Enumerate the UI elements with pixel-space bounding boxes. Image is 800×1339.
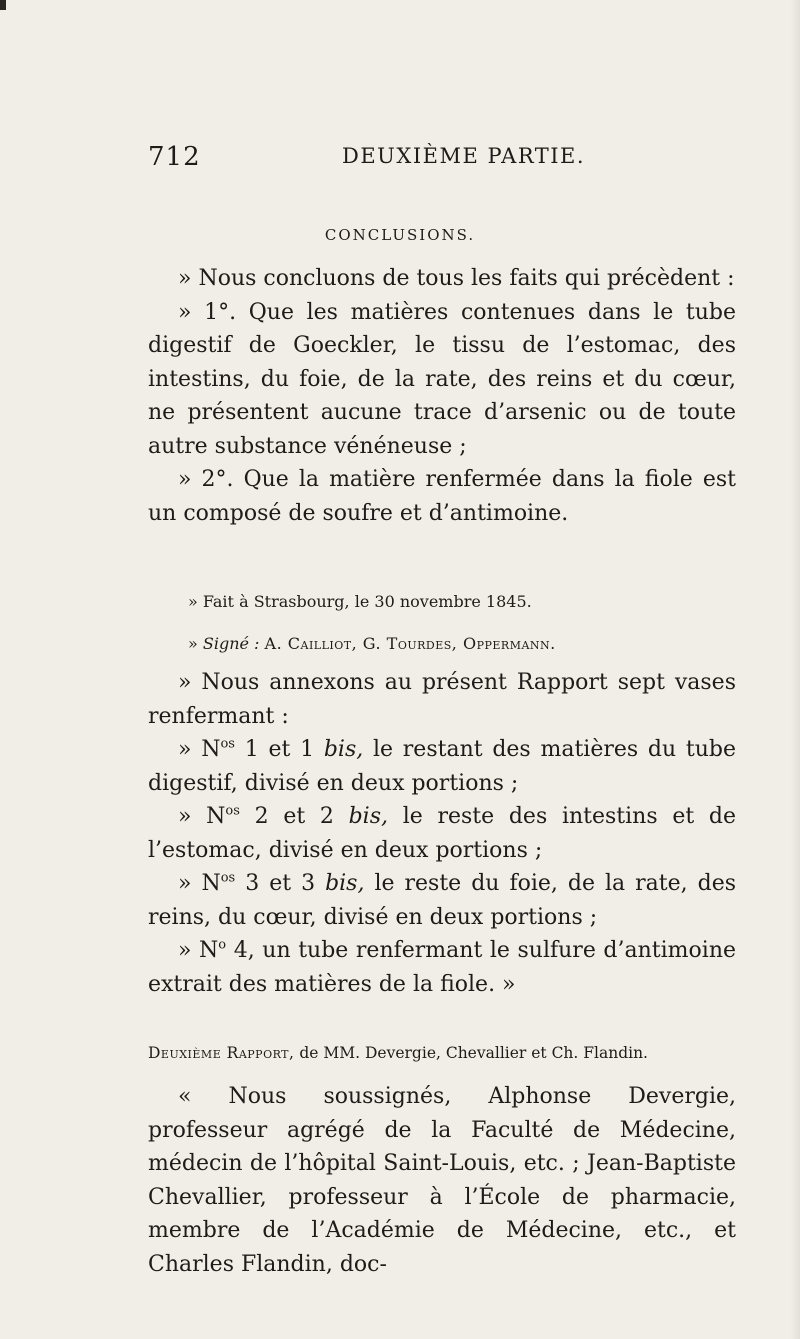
annex-intro: » Nous annexons au présent Rapport sept vases renfermant : [148, 670, 736, 729]
second-report-heading: Deuxième Rapport, de MM. Devergie, Chevallier et Ch. Flandin. [148, 1044, 648, 1062]
annex-item: » $N^{os}$ 2 et 2 bis, le reste des intestins et de l’estomac, divisé en deux portions ; [148, 803, 737, 863]
conclusions-block [148, 262, 736, 530]
annex-item: » $N^{os}$ 1 et 1 bis, le restant des matières du tube digestif, divisé en deux portions ; [148, 736, 737, 796]
annex-item: » $N^o$ 4, un tube renfermant le sulfure d’antimoine extrait des matières de la fiole. » [148, 937, 737, 997]
annex-item: » $N^{os}$ 3 et 3 bis, le reste du foie, de la rate, des reins, du cœur, divisé en deux portions ; [148, 870, 737, 930]
conclusions-intro: » Nous concluons de tous les faits qui précèdent : [178, 266, 735, 291]
page-number: 712 [148, 142, 201, 172]
page-header [148, 140, 748, 180]
conclusion-point-1: » 1°. Que les matières contenues dans le tube digestif de Goeckler, le tissu de l’estomac, des intestins, du foie, de la rate, des reins et du cœur, ne présentent aucune trace d’arsenic ou de toute autre substance vénéneuse ; [148, 299, 736, 459]
annex-block [148, 666, 736, 1001]
conclusion-point-2: » 2°. Que la matière renfermée dans la fiole est un composé de soufre et d’antimoine. [148, 467, 736, 526]
second-report-block [148, 1042, 736, 1281]
page-edge-mark [0, 0, 6, 10]
signatories: A. Cailliot, G. Tourdes, Oppermann. [264, 634, 556, 653]
second-report-text: « Nous soussignés, Alphonse Devergie, professeur agrégé de la Faculté de Médecine, médecin de l’hôpital Saint-Louis, etc. ; Jean-Baptiste Chevallier, professeur à l’École de pharmacie, membre de l’Académie de Médecine, etc., et Charles Flandin, doc- [148, 1084, 736, 1277]
signed-prefix: » [188, 634, 203, 653]
section-title: CONCLUSIONS. [324, 226, 476, 244]
page-gutter-shadow [790, 0, 800, 1339]
signed-line [148, 633, 736, 655]
place-date: » Fait à Strasbourg, le 30 novembre 1845. [188, 592, 532, 611]
signature-block [148, 591, 736, 655]
signed-label: Signé : [202, 634, 260, 653]
running-head: DEUXIÈME PARTIE. [342, 144, 586, 168]
